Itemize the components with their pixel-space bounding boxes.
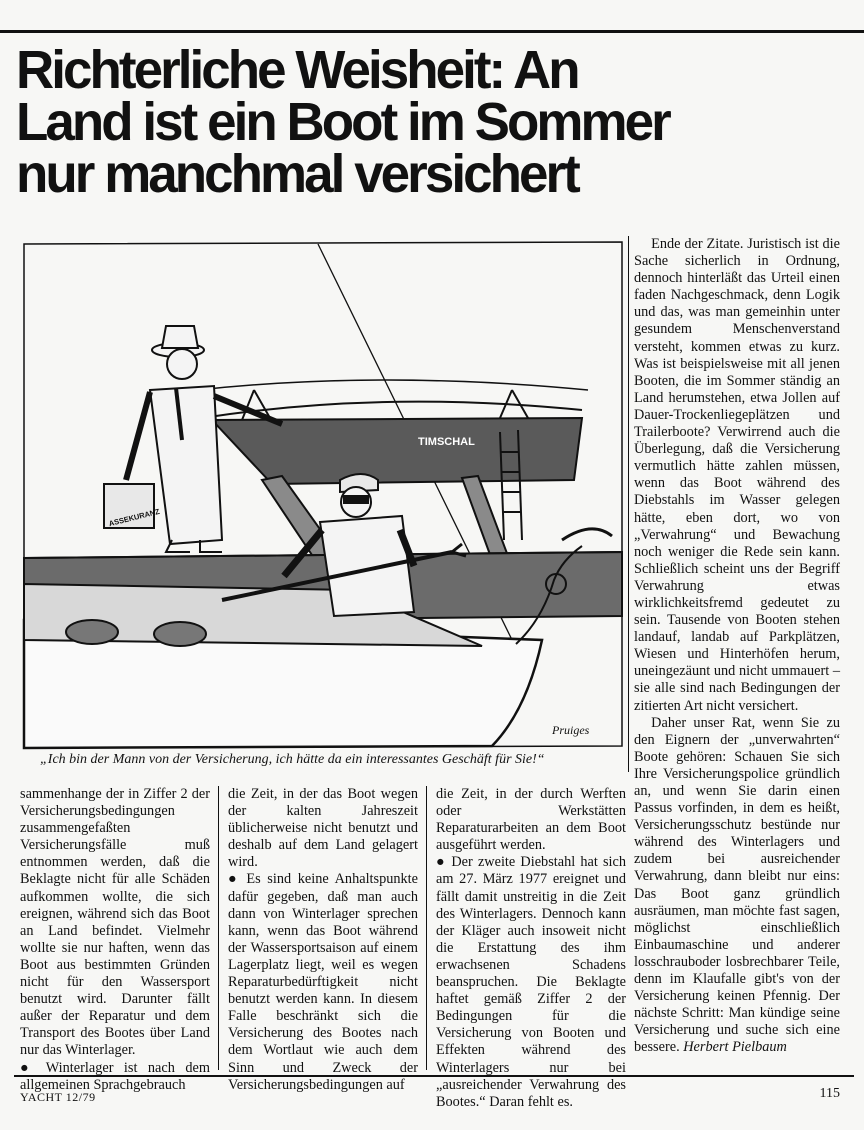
column-divider <box>628 236 629 772</box>
paragraph: ● Es sind keine Anhaltspunkte dafür gegeben, daß man auch dann von Winterlager sprechen kann, wenn das Boot während der Wassersportsaison auf einem Lagerplatz liegt, weil es wegen Reparaturbedürftigkeit nicht benutzt werden kann. In diesem Falle beschränkt sich die Versicherung des Bootes nach dem Wortlaut wie auch dem Sinn und Zweck der Versicherungsbedingungen auf <box>228 871 418 1093</box>
paragraph <box>634 715 840 1057</box>
artist-signature: Pruiges <box>552 723 590 737</box>
headline-line-3: nur manchmal versichert <box>16 144 578 204</box>
paragraph: Ende der Zitate. Juristisch ist die Sache sicherlich in Ordnung, dennoch hinterläßt das Urteil einen faden Nachgeschmack, denn Logik und das, was man gemeinhin unter gesundem Menschenverstand versteht, kommen etwas zu kurz. Was ist beispielsweise mit all jenen Booten, die im Sommer ständig an Land herumstehen, etwa Jollen auf Dauer-Trockenliegeplätzen und Trailerboote? Verwirrend auch die Überlegung, daß die Versicherung vermutlich hätte zahlen müssen, wenn das Boot während des Diebstahls im Wasser gelegen hätte, eben dort, wo von „Verwahrung“ und Bewachung noch weniger die Rede sein kann. Schließlich scheint uns der Begriff Verwahrung etwas wirklichkeitsfremd gedeutet zu sein. Tausende von Booten stehen landauf, landab auf Parkplätzen, Wiesen und Hinterhöfen herum, uneingezäunt und nicht ummauert – sie alle sind nach Bedingungen der zitierten Art nicht versichert. <box>634 236 840 714</box>
cartoon-caption: „Ich bin der Mann von der Versicherung, ich hätte da ein interessantes Geschäft für Sie!“ <box>40 752 545 767</box>
cartoon-illustration <box>22 240 626 750</box>
column-divider <box>218 786 219 1070</box>
headline-line-2: Land ist ein Boot im Sommer <box>16 92 669 152</box>
paragraph: sammenhange der in Ziffer 2 der Versicherungsbedingungen zusammengefaßten Versicherungsfälle muß entnommen werden, daß die Beklagte nicht für alle Schäden aufkommen wollte, die sich ereignen, während sich das Boot an Land befindet. Vielmehr wollte sie nur haften, wenn das Boot aus bestimmten Gründen nicht für den Wassersport benutzt wird. Darunter fällt außer der Reparatur und dem Transport des Bootes über Land nur das Winterlager. <box>20 786 210 1059</box>
right-column <box>634 236 840 1057</box>
text-column-2 <box>228 786 418 1094</box>
magazine-issue: YACHT 12/79 <box>20 1090 96 1104</box>
paragraph: die Zeit, in der durch Werften oder Werkstätten Reparaturarbeiten an dem Boot ausgeführt werden. <box>436 786 626 854</box>
paragraph: die Zeit, in der das Boot wegen der kalten Jahreszeit üblicherweise nicht benutzt und deshalb auf dem Land gelagert wird. <box>228 786 418 871</box>
top-rule <box>0 30 864 33</box>
text-column-1 <box>20 786 210 1094</box>
headline-line-1: Richterliche Weisheit: An <box>16 40 578 100</box>
bottom-rule <box>14 1075 854 1077</box>
paragraph: ● Winterlager ist nach dem allgemeinen Sprachgebrauch <box>20 1059 210 1093</box>
briefcase-label: ASSEKURANZ <box>107 506 161 529</box>
paragraph: ● Der zweite Diebstahl hat sich am 27. März 1977 ereignet und fällt damit unstreitig in die Zeit des Winterlagers. Dennoch kann der Kläger auch insoweit nicht die Erstattung des ihm erwachsenen Schadens beanspruchen. Die Beklagte haftet gemäß Ziffer 2 der Bedingungen für die Versicherung von Booten und Effekten während des Winterlagers nur bei „ausreichender Verwahrung des Bootes.“ Daran fehlt es. <box>436 854 626 1110</box>
author-name: Herbert Pielbaum <box>683 1039 787 1056</box>
text-column-3 <box>436 786 626 1111</box>
headline <box>16 40 839 204</box>
page-number: 115 <box>819 1086 840 1101</box>
column-divider <box>426 786 427 1070</box>
boat-name: TIMSCHAL <box>418 436 475 448</box>
paragraph-text: Daher unser Rat, wenn Sie zu den Eignern der „unverwahrten“ Boote gehören: Schauen Sie sich Ihre Versicherungspolice gründlich an, und wenn Sie darin einen Passus vorfinden, in dem es heißt, Versicherungsschutz bestünde nur während des Winterlagers und zudem bei ausreichender Verwahrung, dann bleibt nur eins: Das Boot ganz gründlich ausräumen, man möchte fast sagen, möglichst einschließlich Einbaumaschine und anderer losschrauboder losbrechbarer Teile, denn im Klaufalle gibt's von der Versicherung keinen Pfennig. Der nächste Schritt: Man kündige seine Versicherung und suche sich eine bessere. <box>634 714 840 1056</box>
